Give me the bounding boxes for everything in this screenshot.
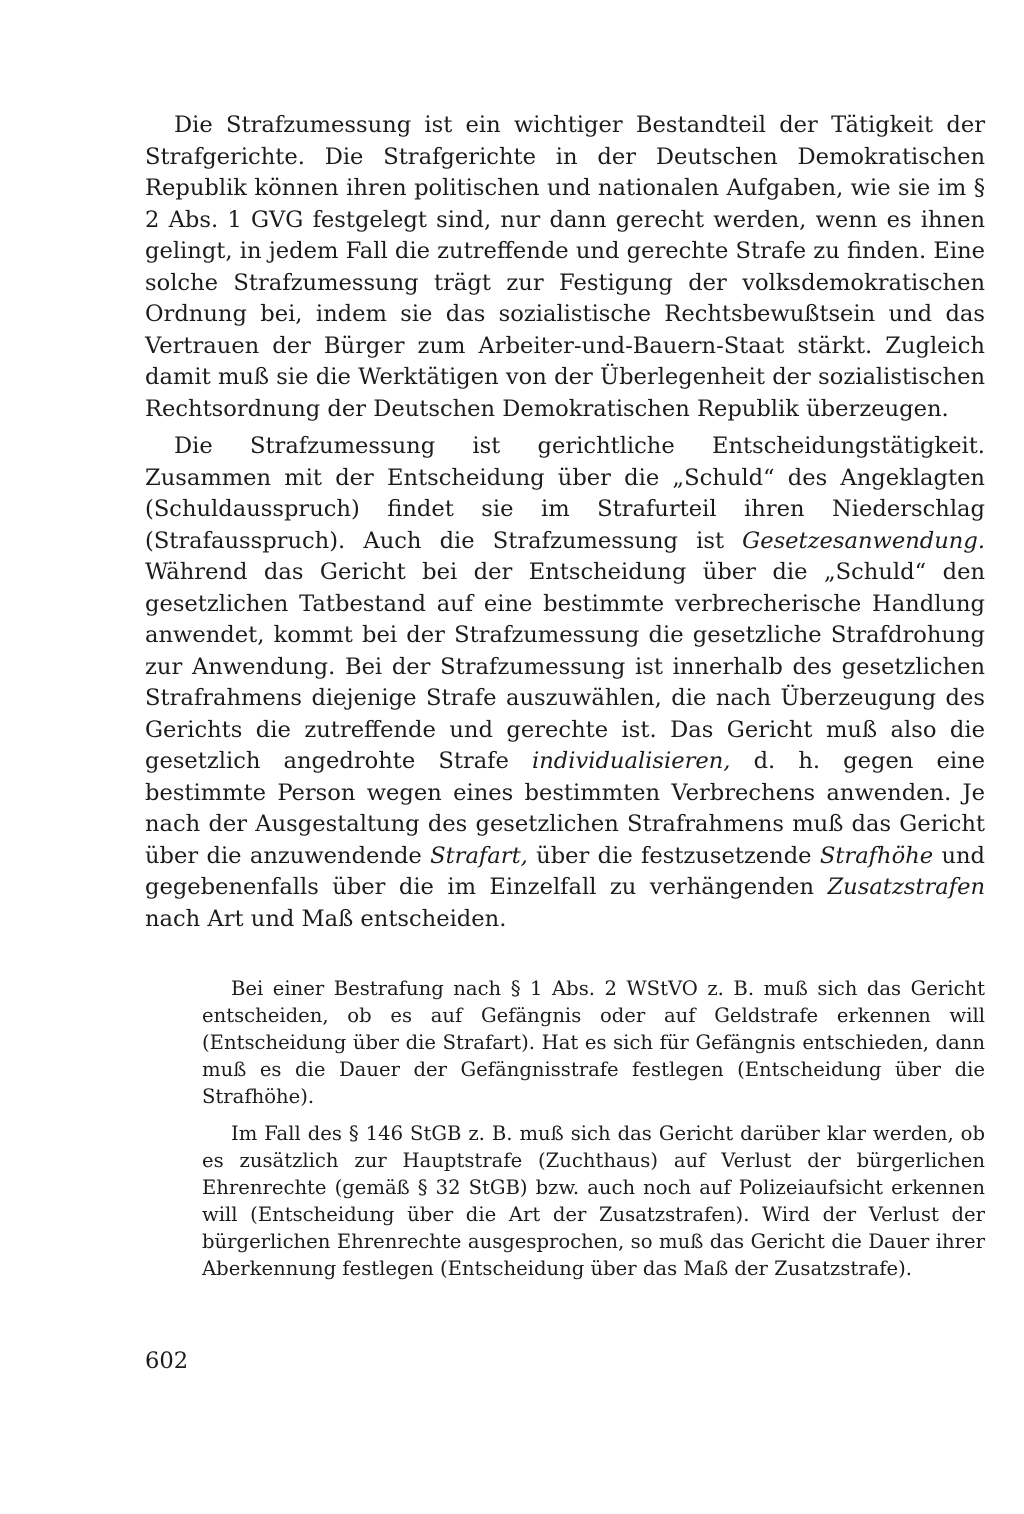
example-note-2: Im Fall des § 146 StGB z. B. muß sich das Gericht darüber klar werden, ob es zusätzlich zur Hauptstrafe (Zuchthaus) auf Verlust der bürgerlichen Ehrenrechte (gemäß § 32 StGB) bzw. auch noch auf Polizeiaufsicht erkennen will (Entscheidung über die Art der Zusatzstrafen). Wird der Verlust der bürgerlichen Ehrenrechte ausgesprochen, so muß das Gericht die Dauer ihrer Aberkennung festlegen (Entscheidung über das Maß der Zusatzstrafe). (202, 1122, 985, 1280)
emphasis-individualisieren: individualisieren, (532, 748, 731, 774)
emphasis-zusatzstrafen: Zusatzstrafen (827, 874, 985, 900)
paragraph-2-text-4: über die festzusetzende (527, 842, 820, 869)
example-note-1: Bei einer Bestrafung nach § 1 Abs. 2 WStVO z. B. muß sich das Gericht entscheiden, ob es auf Gefängnis oder auf Geldstrafe erkennen will (Entscheidung über die Strafart). Hat es sich für Gefängnis entschieden, dann muß es die Dauer der Gefängnisstrafe festlegen (Entscheidung über die Strafhöhe). (202, 977, 985, 1108)
body-paragraph-1: Die Strafzumessung ist ein wichtiger Bestandteil der Tätigkeit der Strafgerichte. Die Strafgerichte in der Deutschen Demokratischen Republik können ihren politischen und nationalen Aufgaben, wie sie im § 2 Abs. 1 GVG festgelegt sind, nur dann gerecht werden, wenn es ihnen gelingt, in jedem Fall die zutreffende und gerechte Strafe zu finden. Eine solche Strafzumessung trägt zur Festigung der volksdemokratischen Ordnung bei, indem sie das sozialistische Rechtsbewußtsein und das Vertrauen der Bürger zum Arbeiter-und-Bauern-Staat stärkt. Zugleich damit muß sie die Werktätigen von der Überlegenheit der sozialistischen Rechtsordnung der Deutschen Demokratischen Republik überzeugen. (145, 112, 985, 422)
paragraph-2-text-6: nach Art und Maß entscheiden. (145, 905, 507, 932)
page-number: 602 (145, 1348, 189, 1374)
paragraph-2-text-2: Während das Gericht bei der Entscheidung über die „Schuld“ den gesetzlichen Tatbestand auf eine bestimmte verbrecherische Handlung anwendet, kommt bei der Strafzumessung die gesetzliche Strafdrohung zur Anwendung. Bei der Strafzumessung ist innerhalb des gesetzlichen Strafrahmens diejenige Strafe auszuwählen, die nach Überzeugung des Gerichts die zutreffende und gerechte ist. Das Gericht muß also die gesetzlich angedrohte Strafe (145, 559, 985, 774)
body-paragraph-2 (145, 431, 985, 935)
emphasis-strafhoehe: Strafhöhe (819, 842, 934, 869)
paragraph-2-text-5: und gegebenenfalls über die im Einzelfall zu verhängenden (145, 842, 986, 900)
emphasis-strafart: Strafart, (430, 842, 528, 869)
emphasis-gesetzesanwendung: Gesetzesanwendung. (742, 527, 985, 554)
page-content (145, 110, 985, 1282)
example-notes (202, 975, 985, 1282)
paragraph-2-text-1: Die Strafzumessung ist gerichtliche Entscheidungstätigkeit. Zusammen mit der Entscheidung über die „Schuld“ des Angeklagten (Schuldausspruch) findet sie im Strafurteil ihren Niederschlag (Strafausspruch). Auch die Strafzumessung ist (145, 433, 985, 554)
paragraph-2-text-3: d. h. gegen eine bestimmte Person wegen eines bestimmten Verbrechens anwenden. Je nach der Ausgestaltung des gesetzlichen Strafrahmens muß das Gericht über die anzuwendende (145, 748, 985, 869)
